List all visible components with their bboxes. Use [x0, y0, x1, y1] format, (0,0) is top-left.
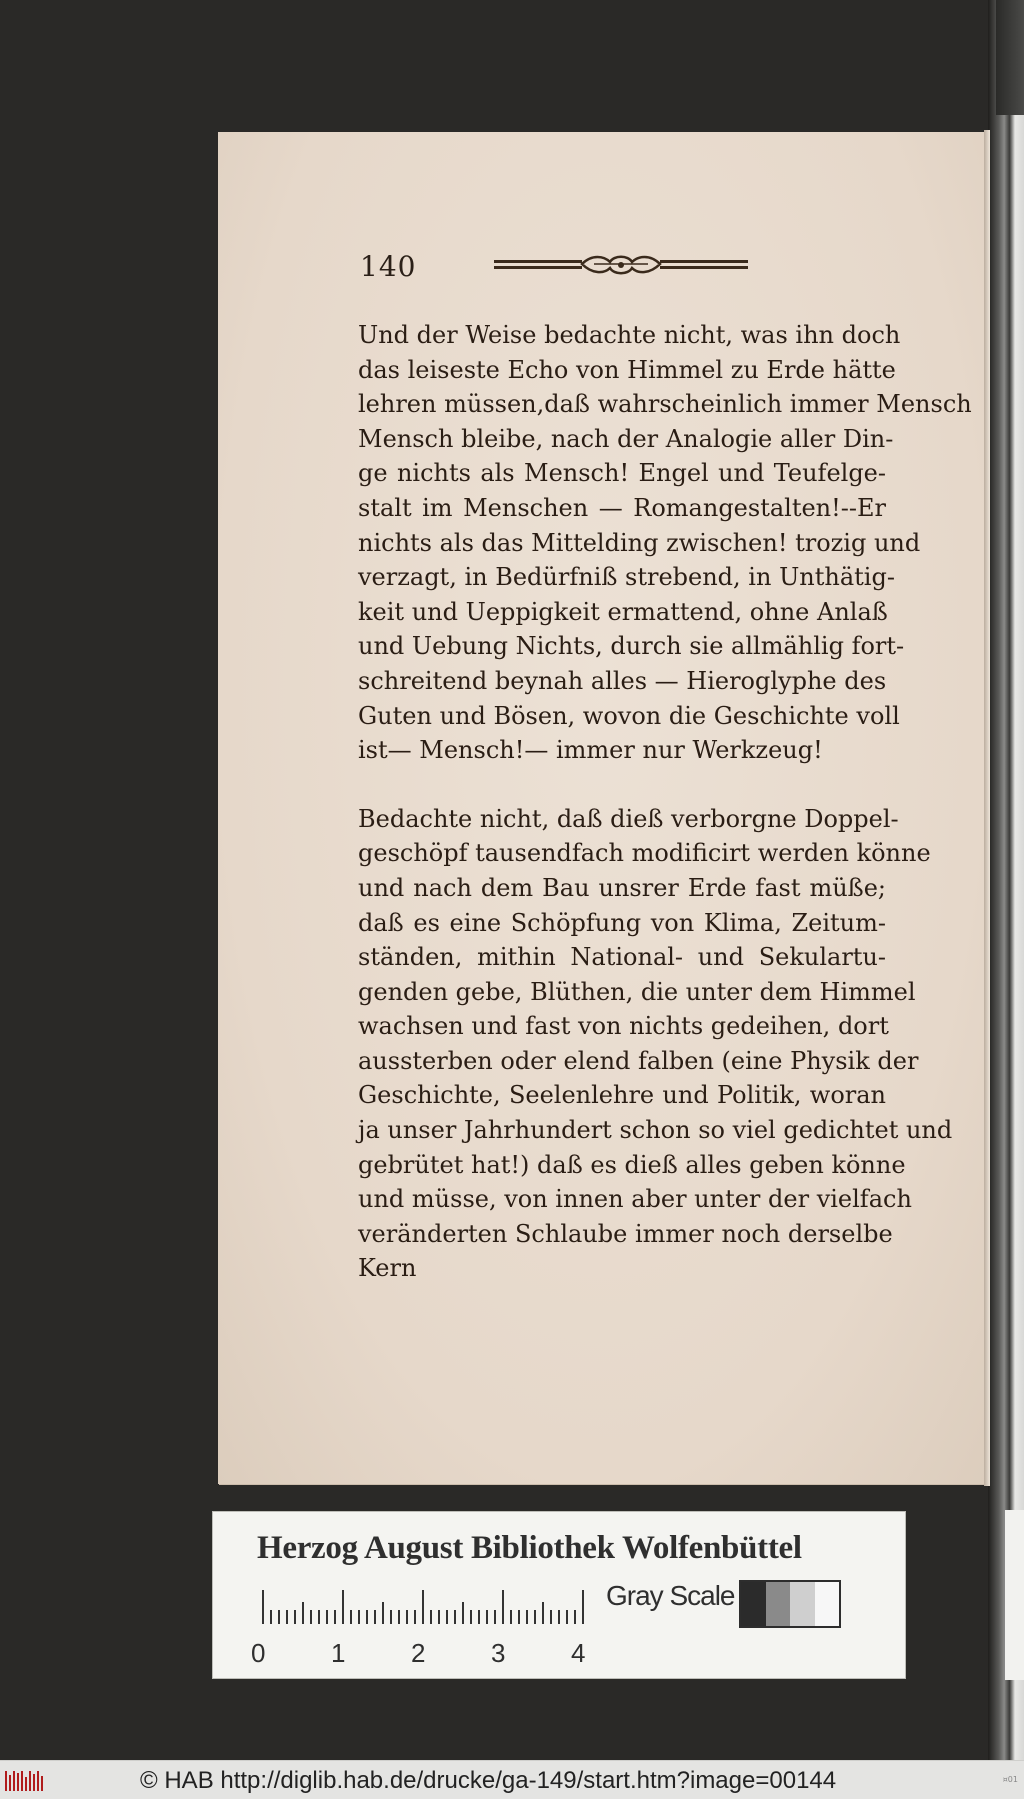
adjacent-page-edge-top [996, 0, 1024, 115]
text-line: veränderten Schlaube immer noch derselbe [358, 1219, 893, 1248]
text-line: wachsen und fast von nichts gedeihen, dort [358, 1012, 889, 1041]
text-line: ja unser Jahrhundert schon so viel gedichtet und [358, 1116, 953, 1145]
ruler-icon [261, 1590, 601, 1624]
text-line: Guten und Bösen, wovon die Geschichte voll [358, 701, 900, 730]
ruler-number: 0 [251, 1638, 266, 1668]
gray-swatch [790, 1582, 815, 1626]
text-line: genden gebe, Blüthen, die unter dem Himmel [358, 977, 916, 1006]
text-line: Bedachte nicht, daß dieß verborgne Doppel- [358, 804, 899, 833]
text-line: Geschichte, Seelenlehre und Politik, woran [358, 1081, 886, 1110]
footer-bar [0, 1760, 1024, 1799]
ruler-number: 3 [491, 1638, 506, 1668]
text-line: aussterben oder elend falben (eine Physik der [358, 1046, 919, 1075]
text-line: stalt im Menschen — Romangestalten!--Er [358, 493, 886, 522]
header-ornament-icon [494, 252, 748, 278]
library-name: Herzog August Bibliothek Wolfenbüttel [257, 1530, 802, 1566]
adjacent-color-card-edge [1004, 1510, 1024, 1680]
ruler-number: 4 [571, 1638, 586, 1668]
text-line: lehren müssen,daß wahrscheinlich immer Mensch [358, 390, 972, 419]
text-line: gebrütet hat!) daß es dieß alles geben könne [358, 1150, 906, 1179]
text-line: Mensch bleibe, nach der Analogie aller Din- [358, 424, 894, 453]
text-line: verzagt, in Bedürfniß strebend, in Unthätig- [358, 563, 895, 592]
paragraph-1 [358, 318, 972, 768]
ruler-scale [251, 1638, 611, 1670]
gray-swatch [741, 1582, 766, 1626]
gray-swatch [815, 1582, 840, 1626]
text-line: daß es eine Schöpfung von Klima, Zeitum- [358, 908, 886, 937]
text-line: geschöpf tausendfach modificirt werden könne [358, 839, 931, 868]
footer-marker: ¤01 [1002, 1775, 1018, 1784]
page-edge [984, 130, 990, 1486]
ruler-number: 1 [331, 1638, 346, 1668]
text-line: und nach dem Bau unsrer Erde fast müße; [358, 873, 886, 902]
text-line: das leiseste Echo von Himmel zu Erde hätte [358, 355, 896, 384]
text-line: ist— Mensch!— immer nur Werkzeug! [358, 736, 823, 765]
text-line: nichts als das Mittelding zwischen! trozig und [358, 528, 921, 557]
text-line: ständen, mithin National- und Sekulartu- [358, 943, 886, 972]
text-line: ge nichts als Mensch! Engel und Teufelge- [358, 459, 886, 488]
gray-scale-swatches [739, 1580, 841, 1628]
catchword: Kern [358, 1254, 417, 1283]
gray-scale-label: Gray Scale [606, 1580, 735, 1611]
text-line: und Uebung Nichts, durch sie allmählig fort- [358, 632, 905, 661]
page-text [358, 318, 972, 1286]
hab-logo-icon [4, 1769, 46, 1793]
ruler-number: 2 [411, 1638, 426, 1668]
text-line: und müsse, von innen aber unter der vielfach [358, 1185, 912, 1214]
gray-swatch [766, 1582, 791, 1626]
page-number: 140 [360, 250, 417, 283]
adjacent-page-edge [988, 0, 1024, 1760]
text-line: keit und Ueppigkeit ermattend, ohne Anlaß [358, 597, 888, 626]
text-line: Und der Weise bedachte nicht, was ihn doch [358, 321, 901, 349]
copyright-url: © HAB http://diglib.hab.de/drucke/ga-149/start.htm?image=00144 [140, 1767, 837, 1794]
paragraph-2 [358, 802, 953, 1286]
text-line: schreitend beynah alles — Hieroglyphe des [358, 666, 887, 695]
color-calibration-card [212, 1511, 906, 1679]
